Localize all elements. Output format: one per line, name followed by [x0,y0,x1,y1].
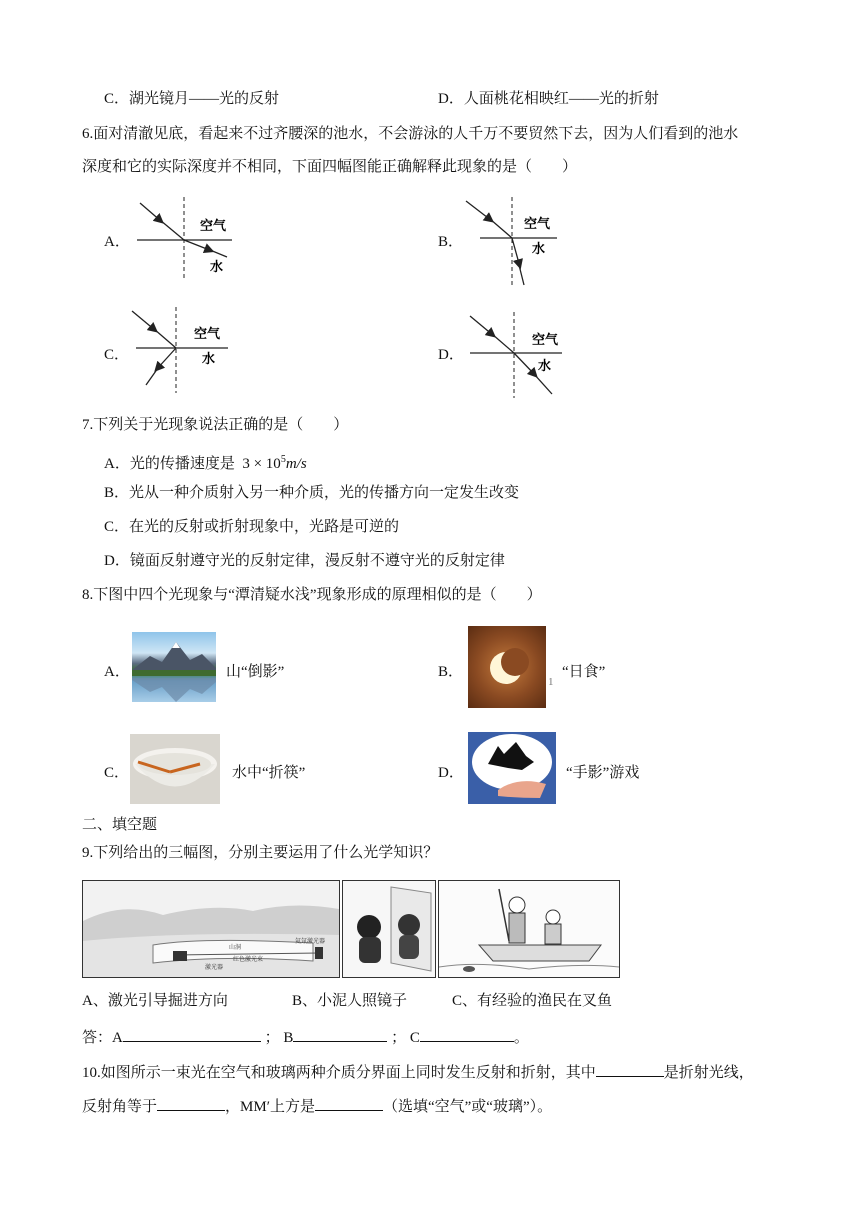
bent-chopstick-photo [130,734,220,804]
q6-diagram-c [126,305,236,395]
q8-label-c: C． [104,765,130,781]
mountain-reflection-photo [132,632,216,702]
q7-stem: 7.下列关于光现象说法正确的是（ ） [82,417,349,433]
q6-label-d: D． [438,347,464,363]
water-label: 水 [538,359,552,374]
fisherman-spearing-image [438,880,620,978]
q6-stem-line1: 6.面对清澈见底，看起来不过齐腰深的池水，不会游泳的人千万不要贸然下去，因为人们看到的池水 [82,126,739,142]
air-label: 空气 [194,327,221,342]
water-label: 水 [202,352,216,367]
solar-eclipse-photo [468,626,546,708]
q5-option-c: C．湖光镜月——光的反射 [104,91,280,107]
reflection-angle-blank[interactable] [157,1094,225,1111]
q7-option-a: A．光的传播速度是 $3 \times 10^5m/s$ [104,454,307,472]
q9-answer-line: 答：A ； B ； C 。 [82,1025,529,1049]
helium-neon-laser-label: 氦氖激光器 [295,939,326,945]
q8-caption-c: 水中“折筷” [232,765,306,781]
answer-blank-a[interactable] [123,1025,261,1042]
q9-caption-c: C、有经验的渔民在叉鱼 [452,993,613,1009]
q5-option-d: D．人面桃花相映红——光的折射 [438,91,659,107]
tunnel-label: 山洞 [229,945,242,951]
q7-option-c: C．在光的反射或折射现象中，光路是可逆的 [104,519,400,535]
q8-label-b: B． [438,664,464,680]
refracted-ray-blank[interactable] [596,1060,664,1077]
q6-label-c: C． [104,347,130,363]
small-mark: 1 [548,676,554,688]
q8-label-a: A． [104,664,130,680]
air-label: 空气 [200,219,227,234]
q9-stem: 9.下列给出的三幅图，分别主要运用了什么光学知识？ [82,845,439,861]
q6-diagram-a [132,195,262,280]
answer-blank-b[interactable] [293,1025,387,1042]
q8-caption-a: 山“倒影” [226,664,285,680]
air-label: 空气 [524,217,551,232]
q8-caption-b: “日食” [562,664,606,680]
answer-blank-c[interactable] [420,1025,514,1042]
water-label: 水 [532,242,546,257]
q7-option-d: D．镜面反射遵守光的反射定律，漫反射不遵守光的反射定律 [104,553,505,569]
q8-stem: 8.下图中四个光现象与“潭清疑水浅”现象形成的原理相似的是（ ） [82,587,542,603]
q8-label-d: D． [438,765,464,781]
q10-line2: 反射角等于 ，MM′上方是 （选填“空气”或“玻璃”）。 [82,1094,552,1118]
q9-caption-b: B、小泥人照镜子 [292,993,408,1009]
q6-label-a: A． [104,234,130,250]
section-fill-in-title: 二、填空题 [82,817,158,833]
q6-diagram-b [462,195,572,290]
hand-shadow-photo [468,732,556,804]
q6-label-b: B． [438,234,464,250]
clay-figure-mirror-image [342,880,436,978]
medium-above-blank[interactable] [315,1094,383,1111]
q8-caption-d: “手影”游戏 [566,765,640,781]
q9-caption-a: A、激光引导掘进方向 [82,993,228,1009]
laser-tunnel-image [82,880,340,978]
air-label: 空气 [532,333,559,348]
water-label: 水 [210,260,224,275]
q6-stem-line2: 深度和它的实际深度并不相同，下面四幅图能正确解释此现象的是（ ） [82,159,578,175]
q6-diagram-d [466,310,576,400]
laser-device-label: 激光器 [205,965,224,971]
q7-option-b: B．光从一种介质射入另一种介质，光的传播方向一定发生改变 [104,485,520,501]
q10-line1: 10.如图所示一束光在空气和玻璃两种介质分界面上同时发生反射和折射，其中 是折射光线， [82,1060,754,1084]
laser-beam-label: 红色激光束 [233,957,264,963]
